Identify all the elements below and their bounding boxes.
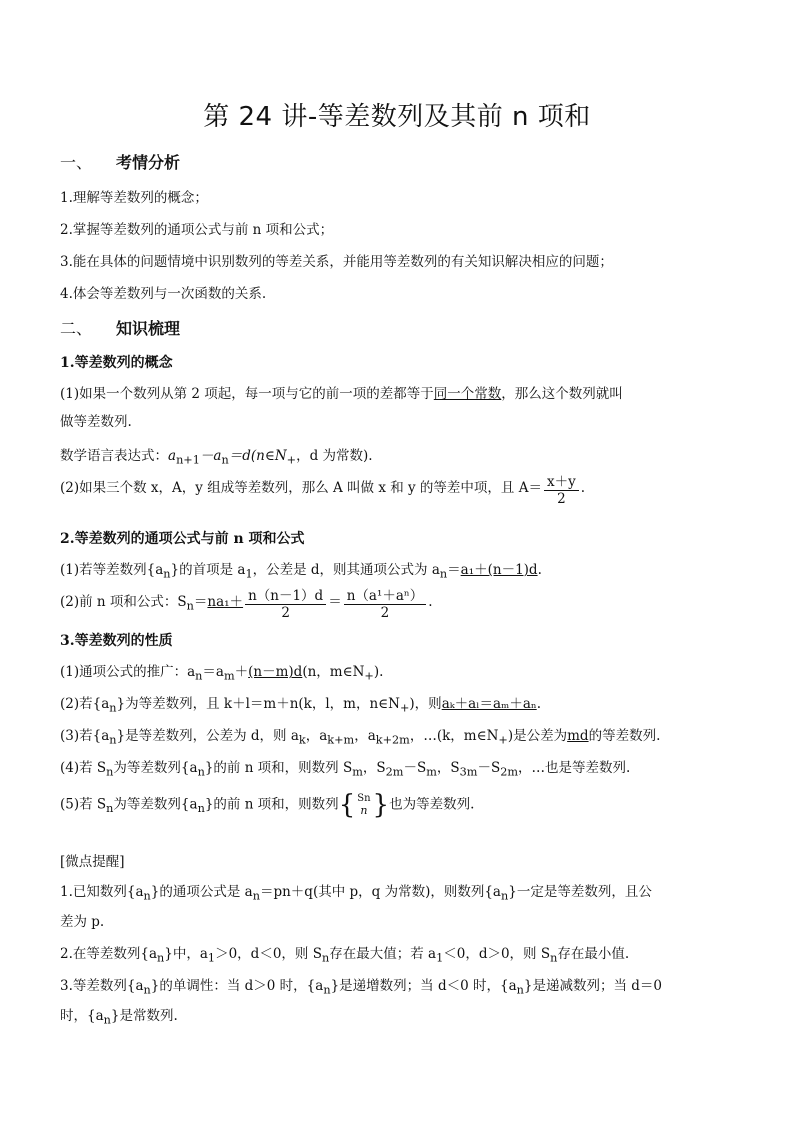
left-brace: { xyxy=(338,790,356,820)
brace-content xyxy=(357,793,370,817)
formula-sum xyxy=(60,584,433,621)
math-sub: n xyxy=(186,599,194,613)
math-sub: n xyxy=(516,983,524,997)
text: }的前 n 项和，则数列 S xyxy=(204,760,353,776)
math-sub: n xyxy=(143,889,151,903)
text: ＝a xyxy=(202,664,224,680)
math-sub: m xyxy=(352,765,363,779)
property-5 xyxy=(60,790,474,820)
formula-general-term xyxy=(60,558,542,581)
math-sub: 2m xyxy=(385,765,404,779)
denominator: 2 xyxy=(281,605,290,621)
math-sub: k+m xyxy=(327,733,355,747)
text: }的通项公式是 a xyxy=(150,884,253,900)
text: 存在最小值. xyxy=(557,946,630,962)
subheading-formulas: 2.等差数列的通项公式与前 n 项和公式 xyxy=(60,531,305,547)
math-sub: n xyxy=(195,669,203,683)
property-2 xyxy=(60,692,541,715)
text: )，则 xyxy=(409,696,442,712)
text: }的单调性：当 d＞0 时，{a xyxy=(150,978,324,994)
text: }中，a xyxy=(164,946,208,962)
text: 数学语言表达式： xyxy=(60,448,168,464)
math-sub: n xyxy=(197,765,205,779)
text: (1)如果一个数列从第 2 项起，每一项与它的前一项的差都等于 xyxy=(60,386,434,402)
math-sub: + xyxy=(498,733,508,747)
text: )是公差为 xyxy=(507,728,568,744)
denominator: 2 xyxy=(557,491,566,507)
math-sub: n xyxy=(109,733,117,747)
concept-expression xyxy=(60,444,373,467)
section-title: 知识梳理 xyxy=(116,319,181,338)
math-sub: n xyxy=(109,701,117,715)
text: 2.在等差数列{a xyxy=(60,946,158,962)
text: ). xyxy=(373,664,384,680)
underlined-answer: na₁＋ xyxy=(207,594,244,610)
text: . xyxy=(580,480,586,496)
math-sub: n xyxy=(439,567,448,581)
brace-bottom: n xyxy=(360,804,368,817)
text: ，公差是 d，则其通项公式为 a xyxy=(252,562,440,578)
text: }是常数列. xyxy=(110,1008,178,1024)
math-sub: n xyxy=(163,567,171,581)
math-sub: n xyxy=(252,889,260,903)
tip-1 xyxy=(60,880,652,903)
text: 存在最大值；若 a xyxy=(329,946,437,962)
text: }是递减数列；当 d＝0 xyxy=(523,978,662,994)
text: (1)通项公式的推广：a xyxy=(60,664,196,680)
property-4 xyxy=(60,756,630,779)
text: ，那么这个数列就叫 xyxy=(501,386,623,402)
tip-2 xyxy=(60,942,629,965)
analysis-item-3: 3.能在具体的问题情境中识别数列的等差关系，并能用等差数列的有关知识解决相应的问题； xyxy=(60,254,613,270)
numerator: n（n－1）d xyxy=(245,584,326,605)
text: ，…也是等差数列. xyxy=(518,760,631,776)
text: 3.等差数列{a xyxy=(60,978,144,994)
math-sub: n xyxy=(500,889,509,903)
section-heading-knowledge xyxy=(60,316,180,339)
text: . xyxy=(536,696,541,712)
text: 为等差数列{a xyxy=(113,760,198,776)
fraction xyxy=(344,584,427,621)
text: (5)若 S xyxy=(60,796,107,813)
math-sub: + xyxy=(364,669,374,683)
text: ＝ xyxy=(328,594,342,610)
underlined-answer: (n－m)d xyxy=(248,664,303,680)
math-sub: n xyxy=(221,453,229,467)
text: ＋ xyxy=(234,664,249,680)
underlined-answer: 同一个常数 xyxy=(433,386,502,402)
section-title: 考情分析 xyxy=(116,153,181,172)
math-sub: n xyxy=(106,802,114,816)
text: }一定是等差数列，且公 xyxy=(508,884,652,900)
text: ＜0，d＞0，则 S xyxy=(443,946,551,962)
text: (2)前 n 项和公式：S xyxy=(60,594,187,610)
math-sub: n xyxy=(197,802,205,816)
text: . xyxy=(428,594,433,610)
text: ＝pn＋q(其中 p，q 为常数)，则数列{a xyxy=(259,884,501,900)
math-sub: n xyxy=(106,765,114,779)
text: (3)若{a xyxy=(60,728,110,744)
math-sub: 1 xyxy=(245,567,253,581)
text: (1)若等差数列{a xyxy=(60,562,164,578)
underlined-answer: a₁＋(n－1)d xyxy=(460,562,538,578)
concept-paragraph-1-cont: 做等差数列. xyxy=(60,414,132,430)
concept-paragraph-2 xyxy=(60,470,585,507)
underlined-answer: md xyxy=(567,728,589,744)
subheading-properties: 3.等差数列的性质 xyxy=(60,633,173,649)
text: (2)如果三个数 x，A，y 组成等差数列，那么 A 叫做 x 和 y 的等差中项，且 A＝ xyxy=(60,480,542,496)
fraction xyxy=(544,470,579,507)
math-sub: n xyxy=(143,983,151,997)
section-number: 二、 xyxy=(60,319,93,338)
tips-heading: [微点提醒] xyxy=(60,854,125,870)
section-heading-analysis xyxy=(60,150,180,173)
text: (n，m∈N xyxy=(302,664,365,680)
text: ＝ xyxy=(193,594,208,610)
math-sub: + xyxy=(286,453,297,467)
text: }的前 n 项和，则数列 xyxy=(204,796,339,813)
tip-1-cont: 差为 p. xyxy=(60,914,105,930)
text: }是递增数列；当 d＜0 时，{a xyxy=(330,978,517,994)
text: (4)若 S xyxy=(60,760,107,776)
text: 为等差数列{a xyxy=(113,796,198,813)
math-sub: + xyxy=(399,701,410,715)
denominator: 2 xyxy=(380,605,390,621)
text: 时，{a xyxy=(60,1008,104,1024)
math: －a xyxy=(199,448,222,464)
page-title: 第 24 讲-等差数列及其前 n 项和 xyxy=(203,102,591,132)
tip-3-cont xyxy=(60,1004,178,1027)
text: －S xyxy=(403,760,427,776)
text: 1.已知数列{a xyxy=(60,884,144,900)
text: －S xyxy=(477,760,501,776)
analysis-item-4: 4.体会等差数列与一次函数的关系. xyxy=(60,286,267,302)
text: ，S xyxy=(436,760,460,776)
text: }为等差数列，且 k＋l＝m＋n(k，l，m，n∈N xyxy=(116,696,400,712)
text: ＞0，d＜0，则 S xyxy=(215,946,322,962)
text: ，a xyxy=(305,728,328,744)
math-sub: n xyxy=(103,1013,111,1027)
math-sub: n xyxy=(321,951,330,965)
math-sub: n xyxy=(550,951,558,965)
math-sub: n xyxy=(157,951,165,965)
text: 也为等差数列. xyxy=(389,796,475,813)
math: a xyxy=(168,448,177,464)
analysis-item-1: 1.理解等差数列的概念； xyxy=(60,190,208,206)
math-sub: k+2m xyxy=(375,733,410,747)
text: (2)若{a xyxy=(60,696,110,712)
math-sub: 1 xyxy=(207,951,216,965)
property-3 xyxy=(60,724,660,747)
text: ，a xyxy=(354,728,376,744)
numerator: n（a¹＋aⁿ） xyxy=(344,584,427,605)
math-sub: 2m xyxy=(500,765,519,779)
math-sub: n xyxy=(323,983,331,997)
numerator: x＋y xyxy=(544,470,579,491)
analysis-item-2: 2.掌握等差数列的通项公式与前 n 项和公式； xyxy=(60,222,334,238)
text: ，S xyxy=(362,760,386,776)
math-sub: 1 xyxy=(436,951,444,965)
brace-top: Sn xyxy=(357,793,371,804)
subheading-concept: 1.等差数列的概念 xyxy=(60,355,173,371)
underlined-answer: aₖ＋aₗ＝aₘ＋aₙ xyxy=(441,696,537,712)
math: ＝d(n∈N xyxy=(228,448,287,464)
text: }是等差数列，公差为 d，则 a xyxy=(116,728,299,744)
concept-paragraph-1 xyxy=(60,382,623,402)
text: ＝ xyxy=(447,562,461,578)
math-sub: m xyxy=(223,669,235,683)
text: . xyxy=(537,562,542,578)
math-sub: m xyxy=(426,765,437,779)
fraction xyxy=(245,584,326,621)
math-sub: 3m xyxy=(459,765,478,779)
property-1 xyxy=(60,660,383,683)
text: ，…(k，m∈N xyxy=(409,728,499,744)
text: 的等差数列. xyxy=(588,728,661,744)
right-brace: } xyxy=(372,790,390,820)
math-sub: k xyxy=(298,733,306,747)
tip-3 xyxy=(60,974,662,997)
text: }的首项是 a xyxy=(170,562,246,578)
section-number: 一、 xyxy=(60,153,93,172)
math-sub: n+1 xyxy=(176,453,200,467)
text: ，d 为常数). xyxy=(296,448,373,464)
